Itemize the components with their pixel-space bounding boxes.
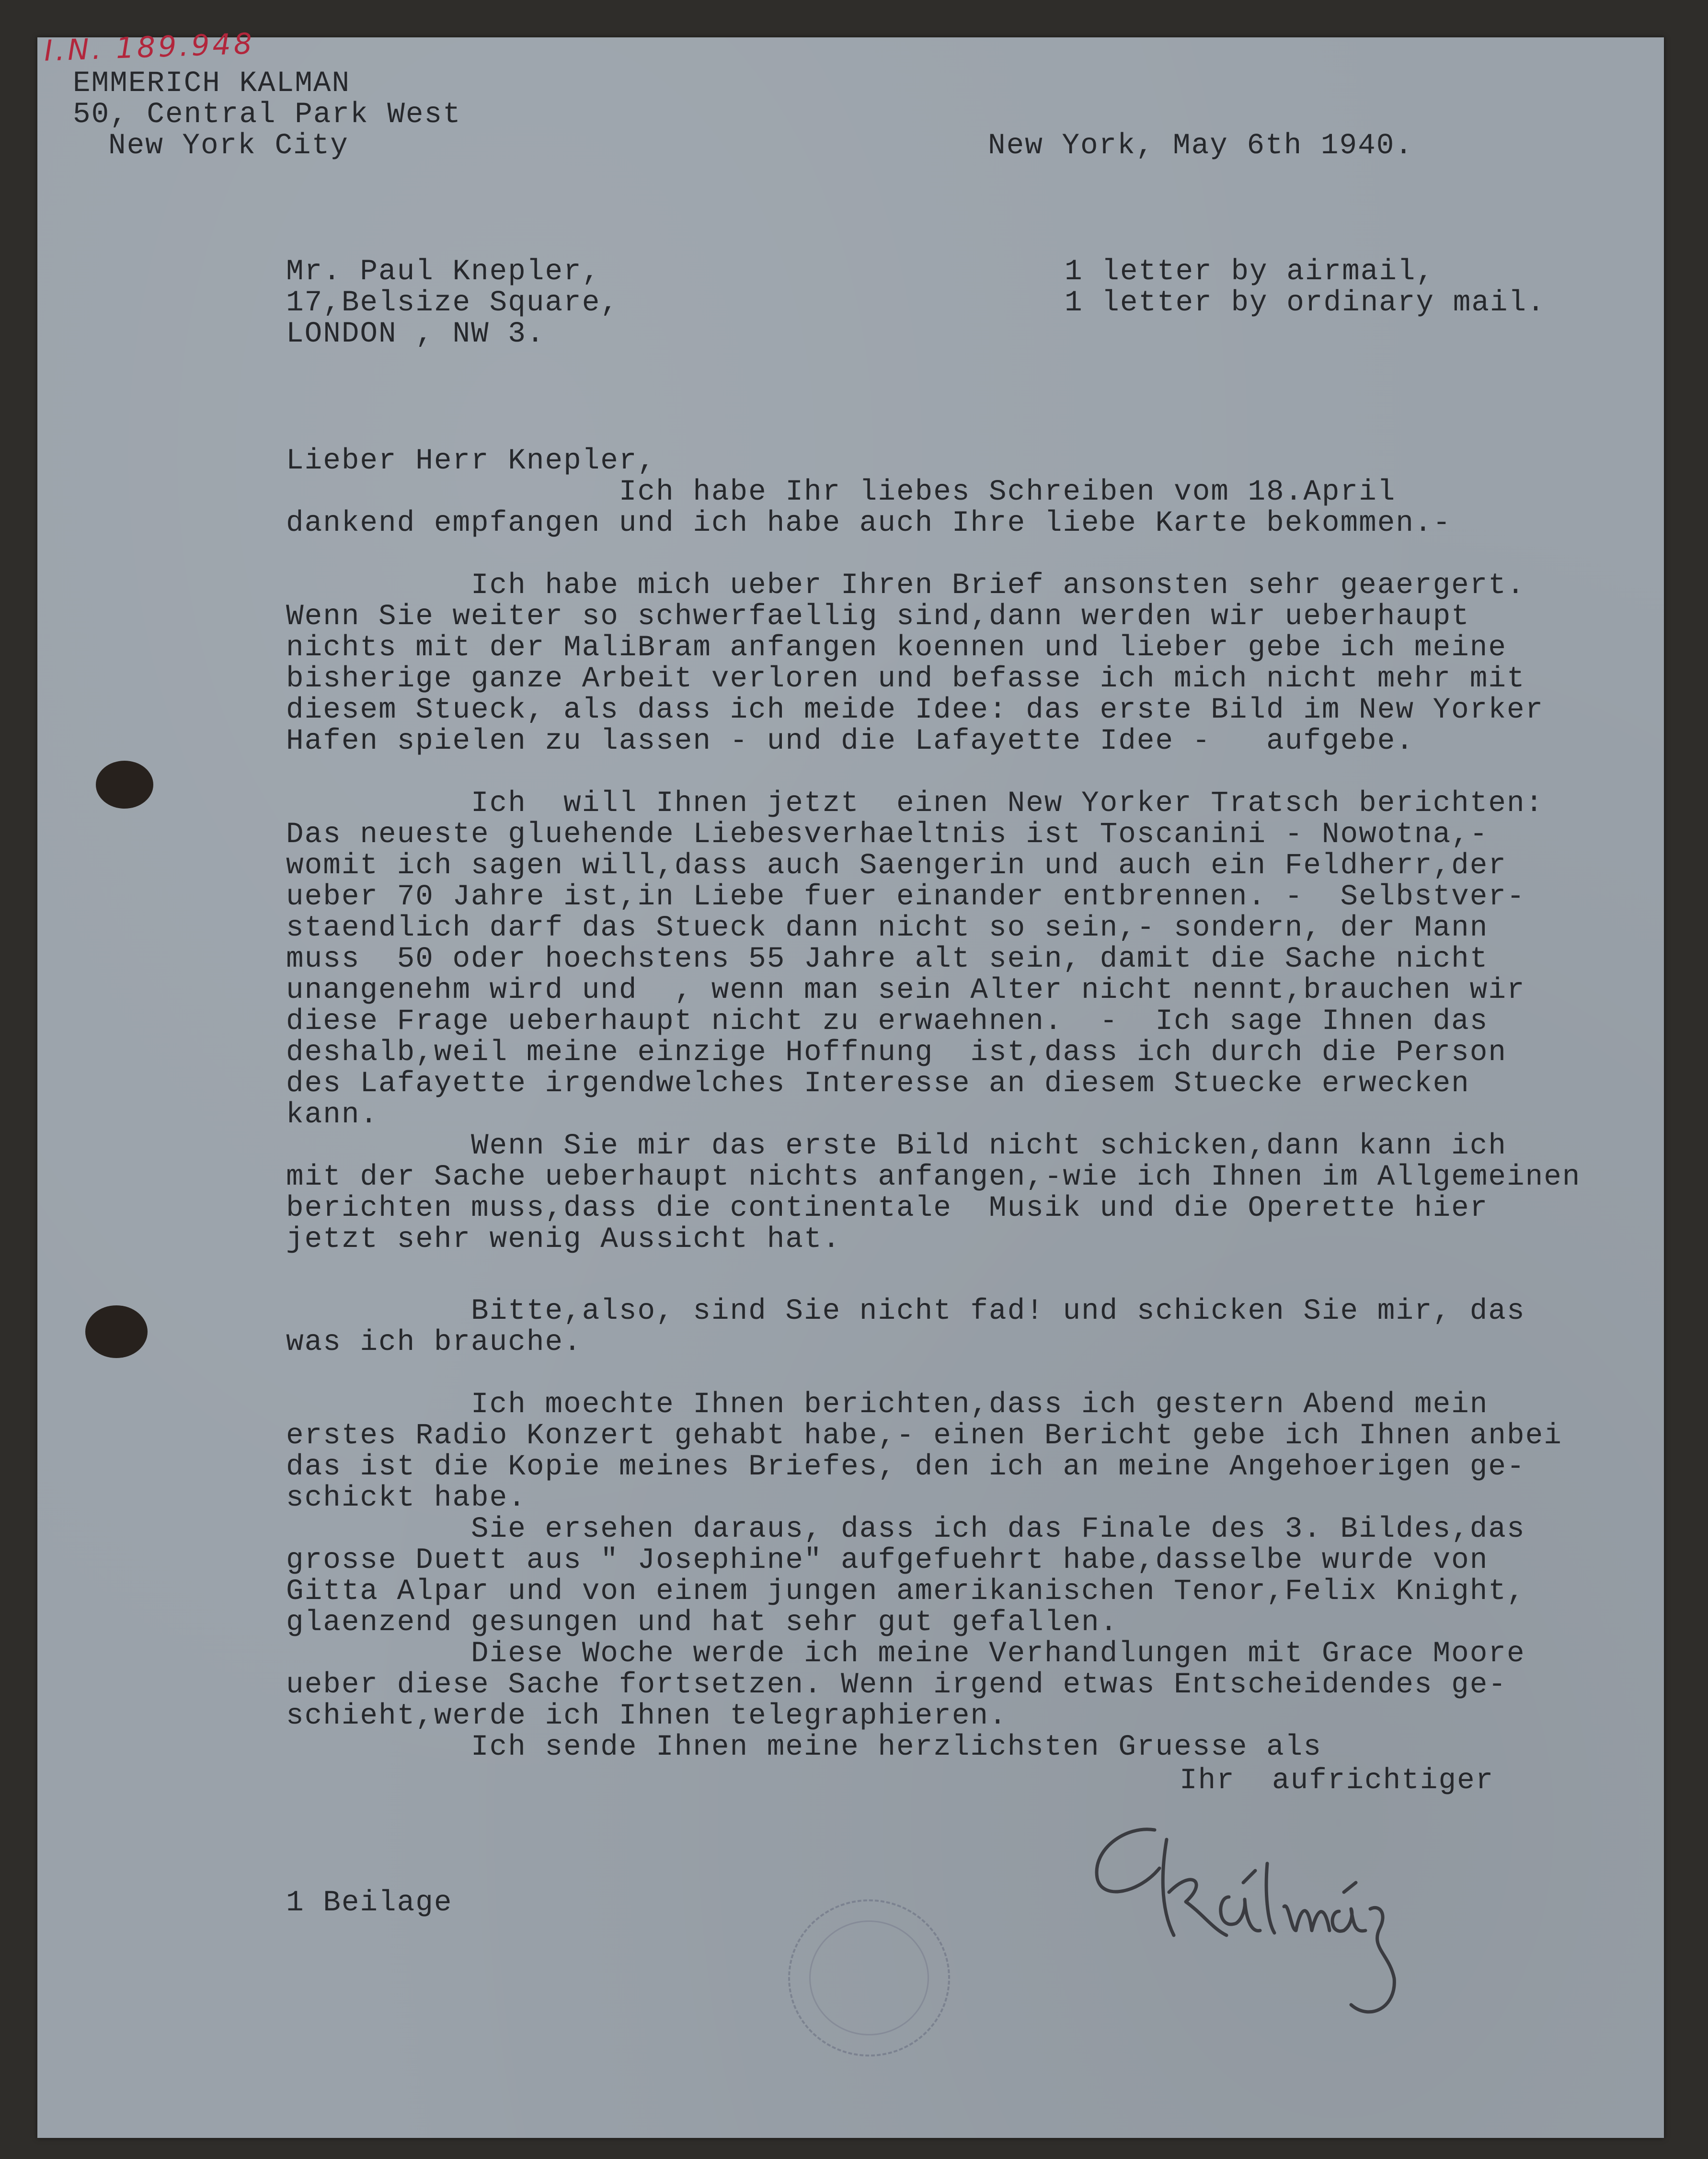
delivery-note: [1065, 256, 1546, 319]
closing: Ihr aufrichtiger: [1180, 1764, 1494, 1797]
sender-block: [73, 68, 461, 161]
text-line: schickt habe.: [286, 1482, 527, 1515]
text-line: bisherige ganze Arbeit verloren und befasse ich mich nicht mehr mit: [286, 663, 1525, 696]
text-line: Das neueste gluehende Liebesverhaeltnis ist Toscanini - Nowotna,-: [286, 818, 1489, 851]
text-line: dankend empfangen und ich habe auch Ihre liebe Karte bekommen.-: [286, 507, 1452, 540]
paragraph-3: [286, 788, 1581, 1255]
text-line: Ich will Ihnen jetzt einen New Yorker Tratsch berichten:: [286, 787, 1544, 820]
text-line: Wenn Sie weiter so schwerfaellig sind,dann werden wir ueberhaupt: [286, 600, 1470, 633]
handwritten-signature: [1083, 1811, 1466, 2026]
text-line: Wenn Sie mir das erste Bild nicht schicken,dann kann ich: [286, 1130, 1507, 1163]
delivery-airmail: 1 letter by airmail,: [1065, 255, 1435, 288]
recipient-block: [286, 256, 619, 350]
text-line: Diese Woche werde ich meine Verhandlungen mit Grace Moore: [286, 1637, 1525, 1670]
sender-street: 50, Central Park West: [73, 98, 461, 131]
enclosure-note: 1 Beilage: [286, 1886, 453, 1919]
paragraph-1: [286, 477, 1451, 539]
paragraph-4: [286, 1296, 1525, 1358]
paragraph-5: [286, 1389, 1562, 1763]
punch-hole: [85, 1305, 148, 1358]
text-line: Ich habe Ihr liebes Schreiben vom 18.April: [286, 476, 1396, 509]
text-line: ueber diese Sache fortsetzen. Wenn irgend etwas Entscheidendes ge-: [286, 1668, 1507, 1702]
text-line: Ich moechte Ihnen berichten,dass ich gestern Abend mein: [286, 1388, 1489, 1421]
paragraph-2: [286, 570, 1544, 757]
sender-name: EMMERICH KALMAN: [73, 67, 351, 100]
text-line: jetzt sehr wenig Aussicht hat.: [286, 1223, 841, 1256]
text-line: deshalb,weil meine einzige Hoffnung ist,dass ich durch die Person: [286, 1036, 1507, 1069]
recipient-city: LONDON , NW 3.: [286, 318, 545, 351]
text-line: was ich brauche.: [286, 1326, 582, 1359]
text-line: Gitta Alpar und von einem jungen amerikanischen Tenor,Felix Knight,: [286, 1575, 1525, 1608]
text-line: des Lafayette irgendwelches Interesse an diesem Stuecke erwecken: [286, 1067, 1470, 1100]
salutation: Lieber Herr Knepler,: [286, 445, 656, 478]
text-line: erstes Radio Konzert gehabt habe,- einen Bericht gebe ich Ihnen anbei: [286, 1419, 1562, 1452]
text-line: grosse Duett aus " Josephine" aufgefuehrt habe,dasselbe wurde von: [286, 1544, 1489, 1577]
text-line: unangenehm wird und , wenn man sein Alter nicht nennt,brauchen wir: [286, 974, 1525, 1007]
text-line: diesem Stueck, als dass ich meide Idee: das erste Bild im New Yorker: [286, 694, 1544, 727]
text-line: berichten muss,dass die continentale Musik und die Operette hier: [286, 1192, 1489, 1225]
text-line: schieht,werde ich Ihnen telegraphieren.: [286, 1700, 1008, 1733]
text-line: mit der Sache ueberhaupt nichts anfangen,-wie ich Ihnen im Allgemeinen: [286, 1161, 1581, 1194]
text-line: glaenzend gesungen und hat sehr gut gefallen.: [286, 1606, 1119, 1639]
punch-hole: [96, 761, 153, 809]
text-line: diese Frage ueberhaupt nicht zu erwaehnen. - Ich sage Ihnen das: [286, 1005, 1489, 1038]
text-line: das ist die Kopie meines Briefes, den ich an meine Angehoerigen ge-: [286, 1451, 1525, 1484]
text-line: Bitte,also, sind Sie nicht fad! und schicken Sie mir, das: [286, 1295, 1525, 1328]
delivery-ordinary: 1 letter by ordinary mail.: [1065, 286, 1546, 320]
text-line: Ich habe mich ueber Ihren Brief ansonsten sehr geaergert.: [286, 569, 1525, 602]
archive-number: I.N. 189.948: [43, 27, 256, 68]
sender-city: New York City: [108, 129, 349, 162]
text-line: Hafen spielen zu lassen - und die Lafayette Idee - aufgebe.: [286, 725, 1414, 758]
text-line: Ich sende Ihnen meine herzlichsten Gruesse als: [286, 1731, 1322, 1764]
place-date: New York, May 6th 1940.: [988, 129, 1413, 162]
text-line: ueber 70 Jahre ist,in Liebe fuer einander entbrennen. - Selbstver-: [286, 880, 1525, 914]
archive-stamp: [788, 1899, 950, 2056]
text-line: staendlich darf das Stueck dann nicht so sein,- sondern, der Mann: [286, 912, 1489, 945]
recipient-street: 17,Belsize Square,: [286, 286, 619, 320]
text-line: womit ich sagen will,dass auch Saengerin und auch ein Feldherr,der: [286, 849, 1507, 882]
text-line: kann.: [286, 1098, 379, 1131]
recipient-name: Mr. Paul Knepler,: [286, 255, 601, 288]
text-line: nichts mit der MaliBram anfangen koennen und lieber gebe ich meine: [286, 631, 1507, 664]
text-line: Sie ersehen daraus, dass ich das Finale des 3. Bildes,das: [286, 1513, 1525, 1546]
text-line: muss 50 oder hoechstens 55 Jahre alt sein, damit die Sache nicht: [286, 943, 1489, 976]
